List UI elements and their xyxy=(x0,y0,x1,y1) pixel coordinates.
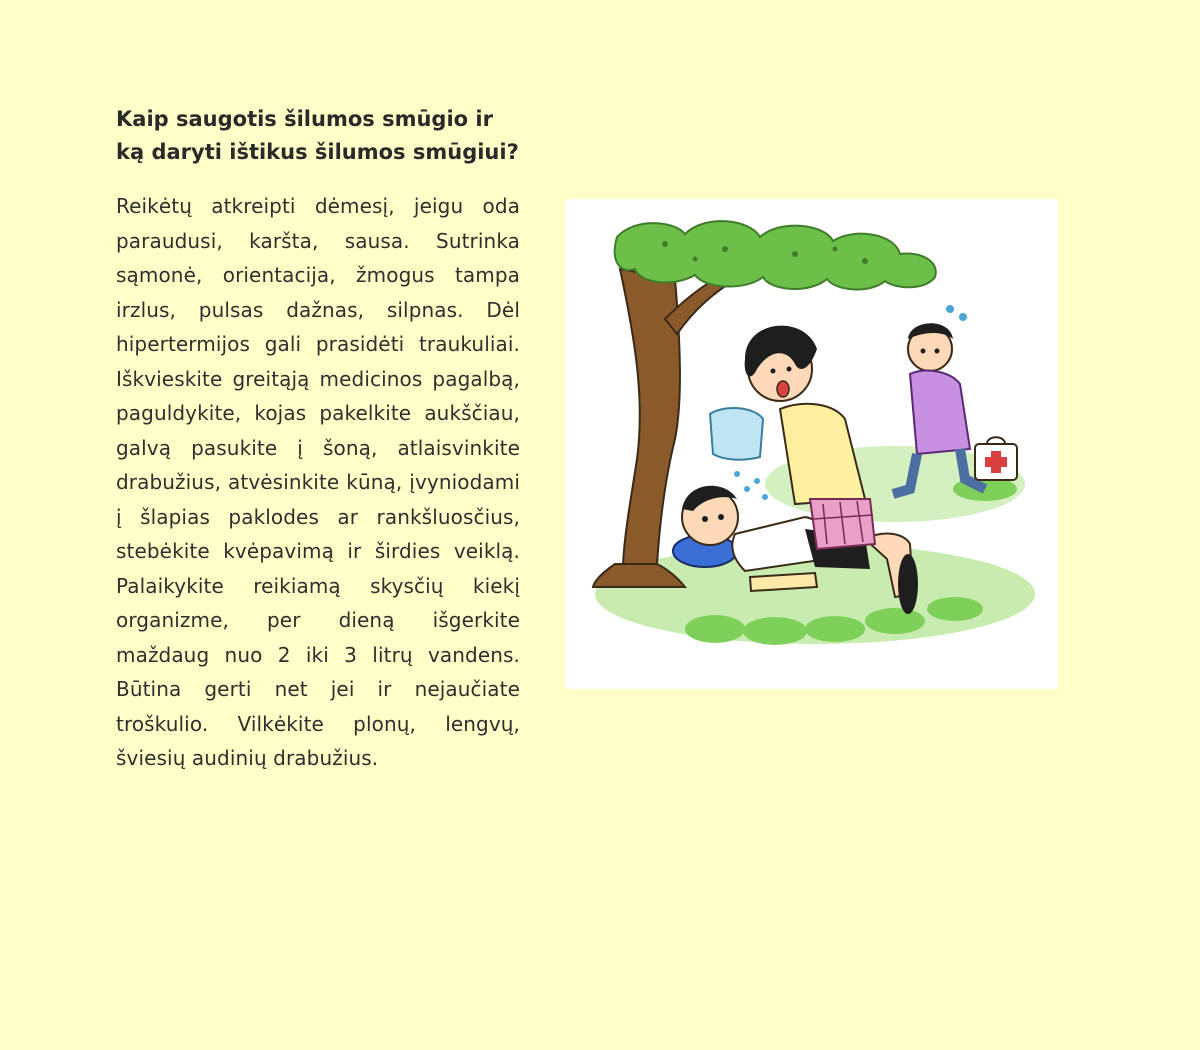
illustration-svg xyxy=(565,199,1058,689)
heatstroke-illustration xyxy=(565,199,1058,689)
article-title: Kaip saugotis šilumos smūgio ir ką daryti ištikus šilumos smūgiui? xyxy=(116,107,519,164)
text-column xyxy=(116,103,520,776)
first-aid-kit-icon xyxy=(975,437,1017,480)
article-body: Reikėtų atkreipti dėmesį, jeigu oda paraudusi, karšta, sausa. Sutrinka sąmonė, orientacija, žmogus tampa irzlus, pulsas dažnas, silpnas. Dėl hipertermijos gali prasidėti traukuliai. Iškvieskite greitąją medicinos pagalbą, paguldykite, kojas pakelkite aukščiau, galvą pasukite į šoną, atlaisvinkite drabužius, atvėsinkite kūną, įvyniodami į šlapias paklodes ar rankšluosčius, stebėkite kvėpavimą ir širdies veiklą. Palaikykite reikiamą skysčių kiekį organizme, per dieną išgerkite maždaug nuo 2 iki 3 litrų vandens. Būtina gerti net jei ir nejaučiate troškulio. Vilkėkite plonų, lengvų, šviesių audinių drabužius. xyxy=(116,194,520,770)
